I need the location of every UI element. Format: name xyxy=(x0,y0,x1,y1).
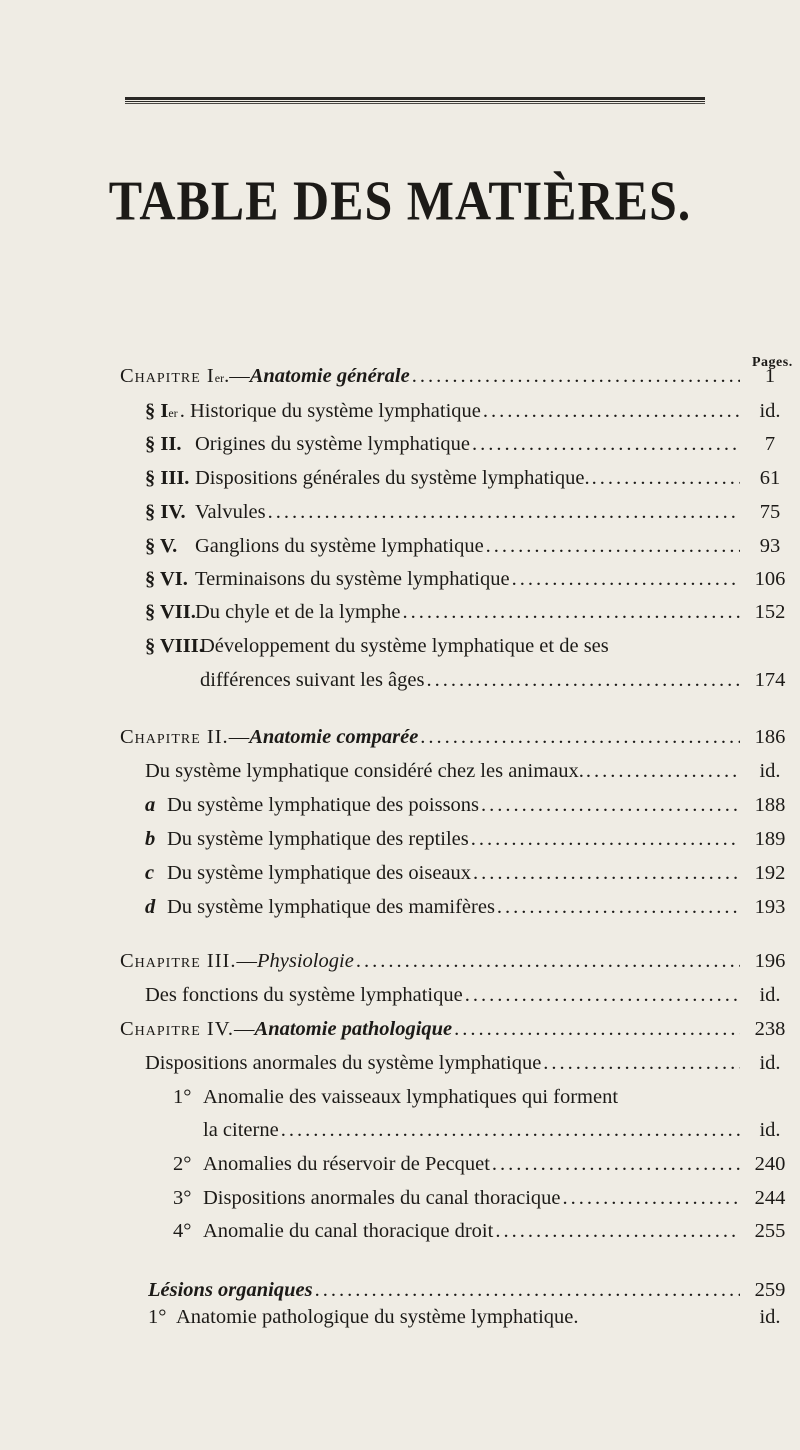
section-title: Du chyle et de la lymphe xyxy=(195,601,401,623)
chapter-label: Chapitre II. xyxy=(120,726,229,748)
page-number: 259 xyxy=(754,1279,786,1301)
toc-row-numbered xyxy=(0,1220,800,1250)
toc-row-numbered xyxy=(0,1086,800,1116)
leader-dots xyxy=(472,433,740,456)
section-number: § VIII. xyxy=(145,635,204,657)
entry-number: 1° xyxy=(148,1306,167,1328)
toc-row-numbered xyxy=(0,1187,800,1217)
entry-title: Anatomie pathologique du système lymphatique. xyxy=(176,1306,579,1328)
leader-dots xyxy=(471,828,740,851)
section-title-continued: différences suivant les âges xyxy=(200,669,425,691)
section-number: § IV. xyxy=(145,501,186,523)
page-number: 1 xyxy=(764,365,776,387)
leader-dots xyxy=(465,984,740,1007)
leader-dots xyxy=(426,669,740,692)
section-title: Développement du système lymphatique et de ses xyxy=(200,635,609,657)
superscript: er xyxy=(214,371,225,385)
leader-dots xyxy=(592,467,740,490)
section-number: § VI. xyxy=(145,568,188,590)
entry-letter: b xyxy=(145,828,156,850)
leader-dots xyxy=(486,535,740,558)
toc-row-chapter-1 xyxy=(0,365,800,395)
separator: — xyxy=(228,726,250,748)
page-title: TABLE DES MATIÈRES. xyxy=(108,169,692,232)
entry-title: Du système lymphatique des oiseaux xyxy=(167,862,472,884)
entry-title: Anomalie des vaisseaux lymphatiques qui forment xyxy=(203,1086,619,1108)
toc-row-entry xyxy=(0,984,800,1014)
toc-row-subheading xyxy=(0,1279,800,1309)
separator: — xyxy=(234,1018,255,1040)
leader-dots xyxy=(586,760,740,783)
page-number: id. xyxy=(759,984,781,1006)
toc-row-entry xyxy=(0,760,800,790)
entry-title: Du système lymphatique des mamifères xyxy=(167,896,495,918)
chapter-title: Anatomie générale xyxy=(249,365,410,387)
page-number: 7 xyxy=(764,433,776,455)
section-number: § VII. xyxy=(145,601,196,623)
entry-title: Du système lymphatique considéré chez les animaux. xyxy=(145,760,584,782)
page-number: 238 xyxy=(754,1018,786,1040)
page-number: id. xyxy=(759,1119,781,1141)
page-number: 196 xyxy=(754,950,786,972)
subheading-title: Lésions organiques xyxy=(148,1279,313,1301)
leader-dots xyxy=(315,1279,740,1302)
page-number: id. xyxy=(759,760,781,782)
toc-row-chapter-4 xyxy=(0,1018,800,1048)
page-number: id. xyxy=(759,400,781,422)
leader-dots xyxy=(483,400,740,423)
entry-letter: d xyxy=(145,896,156,918)
entry-number: 3° xyxy=(173,1187,192,1209)
pages-column-header: Pages. xyxy=(752,355,793,370)
toc-row-chapter-3 xyxy=(0,950,800,980)
leader-dots xyxy=(563,1187,740,1210)
page-number: 61 xyxy=(759,467,781,489)
page-number: 189 xyxy=(754,828,786,850)
page-number: 188 xyxy=(754,794,786,816)
toc-row-lettered xyxy=(0,896,800,926)
page-number: 192 xyxy=(754,862,786,884)
entry-title: Dispositions anormales du canal thoracique xyxy=(203,1187,561,1209)
toc-row-continuation xyxy=(0,669,800,699)
page-number: 244 xyxy=(754,1187,786,1209)
toc-row-numbered xyxy=(0,1306,800,1336)
entry-number: 4° xyxy=(173,1220,192,1242)
chapter-label: Chapitre III. xyxy=(120,950,237,972)
entry-title: Anomalie du canal thoracique droit xyxy=(203,1220,494,1242)
toc-row-continuation xyxy=(0,1119,800,1149)
section-title: Valvules xyxy=(195,501,266,523)
chapter-title: Physiologie xyxy=(257,950,354,972)
page-number: 255 xyxy=(754,1220,786,1242)
entry-title-continued: la citerne xyxy=(203,1119,279,1141)
section-title: Ganglions du système lymphatique xyxy=(195,535,484,557)
toc-row-lettered xyxy=(0,794,800,824)
page-number: 193 xyxy=(754,896,786,918)
toc-row-chapter-2 xyxy=(0,726,800,756)
leader-dots xyxy=(420,726,740,749)
entry-title: Du système lymphatique des reptiles xyxy=(167,828,469,850)
leader-dots xyxy=(495,1220,740,1243)
section-number: § III. xyxy=(145,467,190,489)
toc-row-lettered xyxy=(0,828,800,858)
section-title: Origines du système lymphatique xyxy=(195,433,470,455)
toc-row-section xyxy=(0,501,800,531)
leader-dots xyxy=(412,365,740,388)
chapter-title: Anatomie pathologique xyxy=(254,1018,453,1040)
toc-row-section xyxy=(0,568,800,598)
page-number: 106 xyxy=(754,568,786,590)
entry-letter: c xyxy=(145,862,155,884)
leader-dots xyxy=(492,1153,740,1176)
entry-title: Des fonctions du système lymphatique xyxy=(145,984,463,1006)
toc-row-numbered xyxy=(0,1153,800,1183)
chapter-label: Chapitre I xyxy=(120,365,215,387)
superscript: er xyxy=(168,406,178,420)
chapter-label: Chapitre IV. xyxy=(120,1018,235,1040)
section-number: § I xyxy=(145,400,169,422)
leader-dots xyxy=(454,1018,740,1041)
toc-row-entry xyxy=(0,1052,800,1082)
leader-dots xyxy=(473,862,740,885)
page-number: 152 xyxy=(754,601,786,623)
leader-dots xyxy=(281,1119,740,1142)
entry-number: 2° xyxy=(173,1153,192,1175)
top-rule xyxy=(125,97,705,102)
toc-row-section xyxy=(0,601,800,631)
page-number: id. xyxy=(759,1306,781,1328)
leader-dots xyxy=(497,896,740,919)
page-number: 75 xyxy=(759,501,781,523)
toc-row-lettered xyxy=(0,862,800,892)
page-number: 93 xyxy=(759,535,781,557)
leader-dots xyxy=(512,568,740,591)
page-number: id. xyxy=(759,1052,781,1074)
section-title: Dispositions générales du système lymphatique. xyxy=(195,467,590,489)
section-title: Terminaisons du système lymphatique xyxy=(195,568,510,590)
page-number: 174 xyxy=(754,669,786,691)
page-number: 240 xyxy=(754,1153,786,1175)
toc-row-section xyxy=(0,433,800,463)
entry-letter: a xyxy=(145,794,156,816)
top-rule-thin xyxy=(125,103,705,104)
separator: — xyxy=(236,950,258,972)
leader-dots xyxy=(481,794,740,817)
entry-number: 1° xyxy=(173,1086,192,1108)
page-number: 186 xyxy=(754,726,786,748)
leader-dots xyxy=(268,501,740,524)
toc-row-section xyxy=(0,535,800,565)
toc-row-section xyxy=(0,400,800,430)
toc-row-section xyxy=(0,635,800,665)
toc-row-section xyxy=(0,467,800,497)
leader-dots xyxy=(403,601,740,624)
entry-title: Dispositions anormales du système lymphatique xyxy=(145,1052,542,1074)
leader-dots xyxy=(543,1052,740,1075)
entry-title: Anomalies du réservoir de Pecquet xyxy=(203,1153,490,1175)
section-number: § II. xyxy=(145,433,182,455)
entry-title: Du système lymphatique des poissons xyxy=(167,794,480,816)
leader-dots xyxy=(356,950,740,973)
separator: .— xyxy=(224,365,250,387)
section-number: § V. xyxy=(145,535,178,557)
chapter-title: Anatomie comparée xyxy=(249,726,419,748)
section-title: . Historique du système lymphatique xyxy=(179,400,481,422)
